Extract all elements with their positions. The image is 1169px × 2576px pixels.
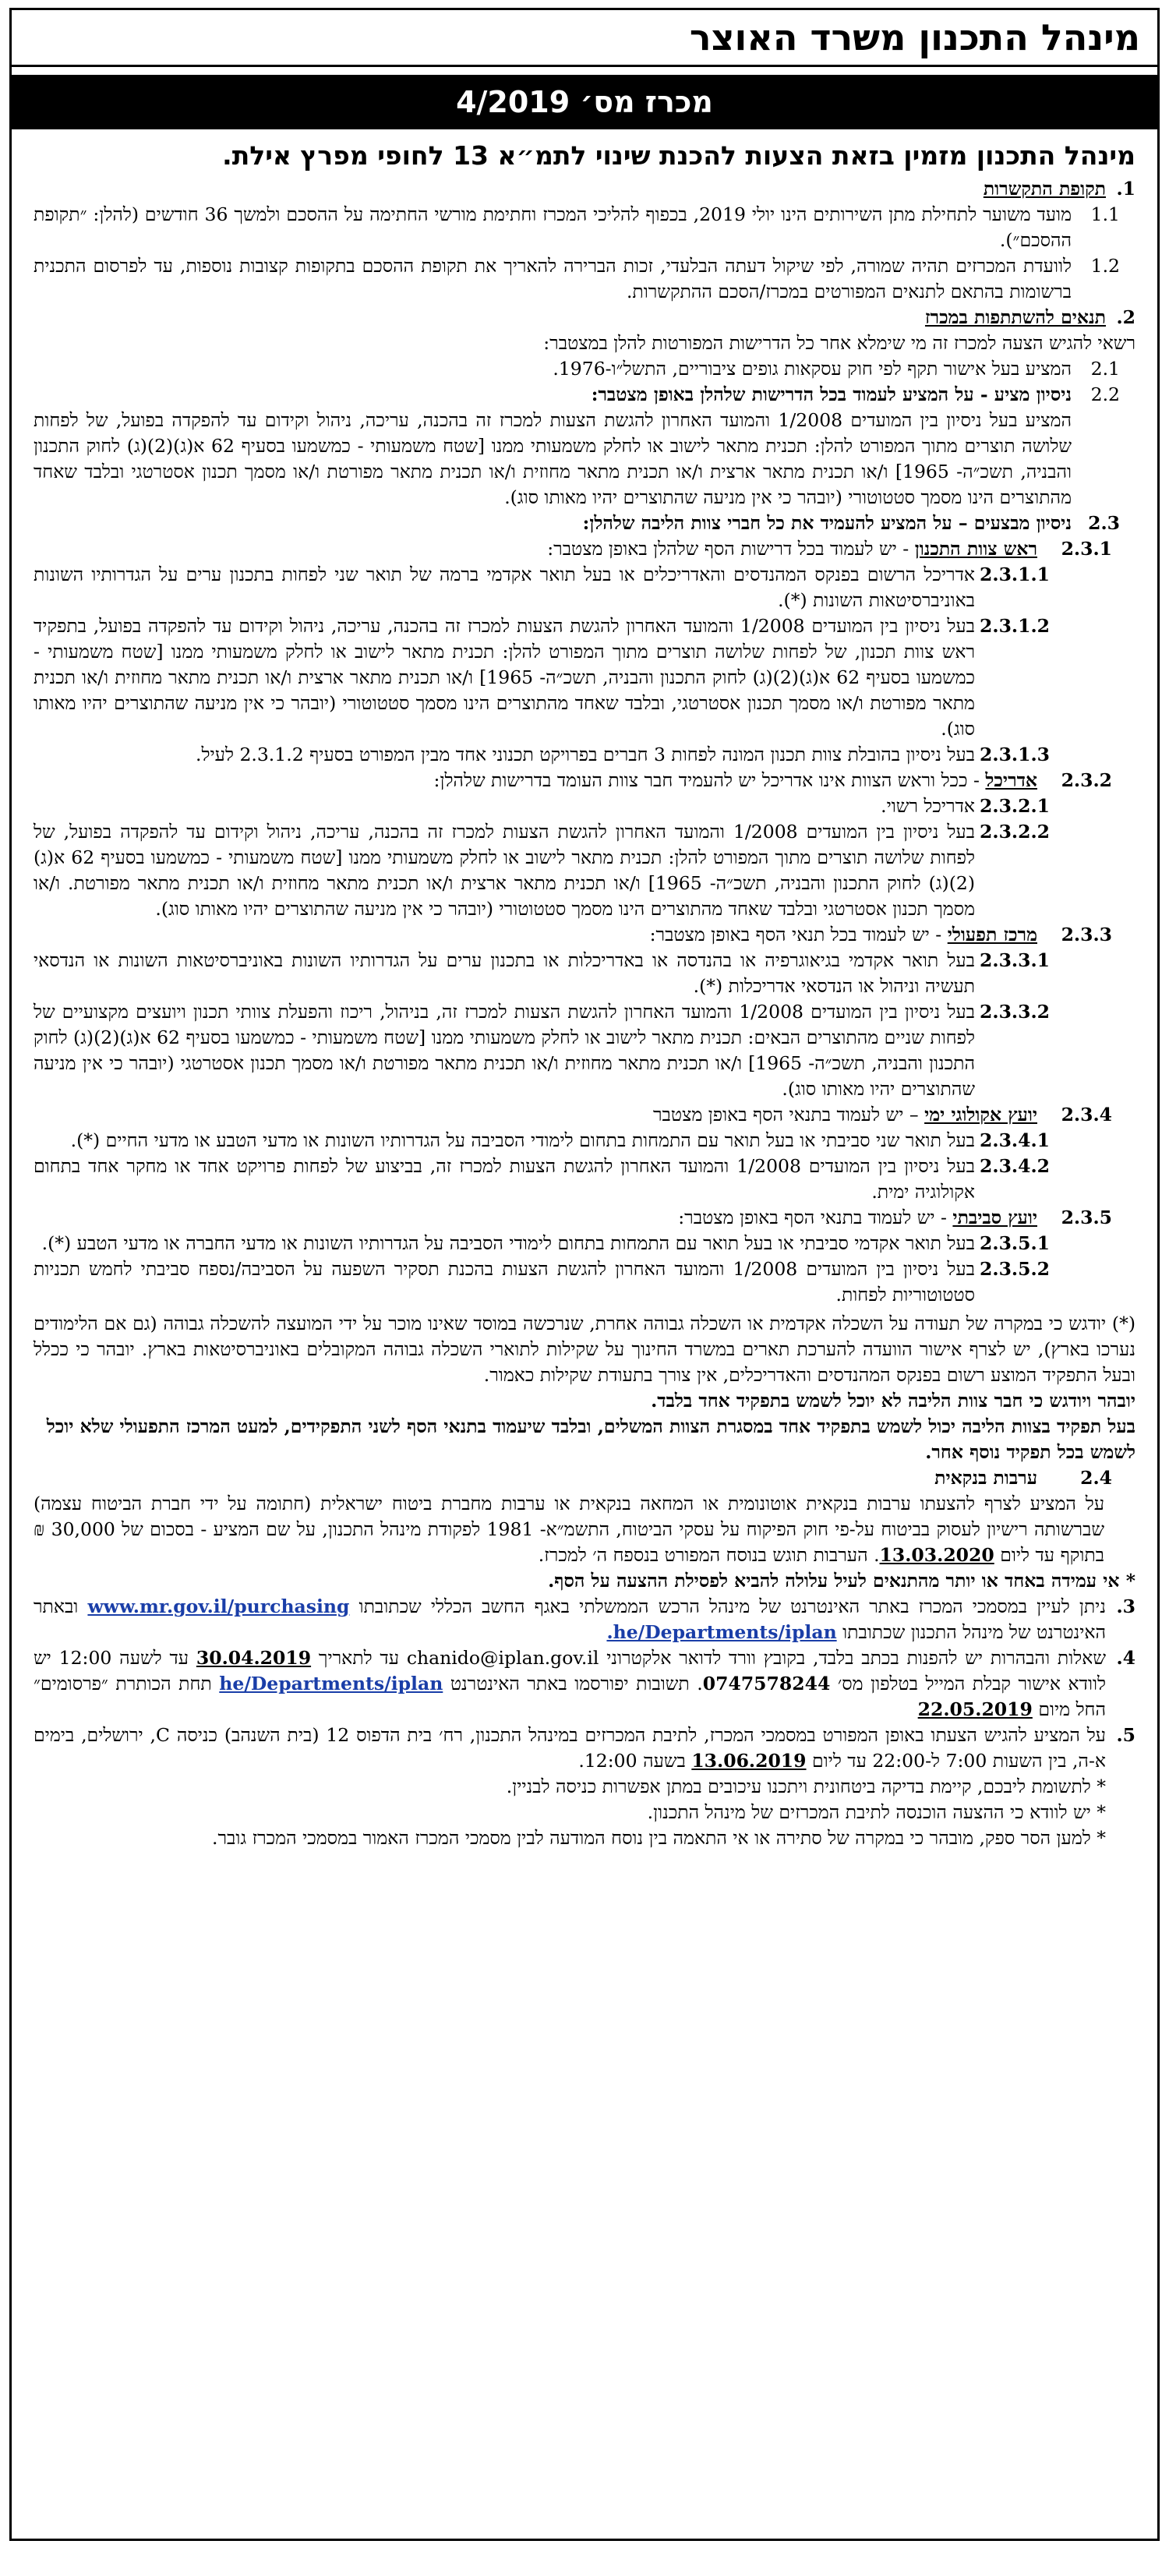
role-requirement: – יש לעמוד בתנאי הסף באופן מצטבר <box>653 1104 925 1125</box>
iplan-link[interactable]: .he/Departments/iplan <box>606 1621 837 1643</box>
clause-1-1 <box>34 202 1135 253</box>
tender-notice <box>9 8 1160 2541</box>
submission-deadline: 13.06.2019 <box>691 1750 807 1772</box>
contact-email[interactable]: chanido@iplan.gov.il <box>406 1647 599 1669</box>
clause-text: בעל ניסיון בין המועדים 1/2008 והמועד האחרון להגשת הצעות למכרז זה, בביצוע של לפחות פרויקט אחד או מחקר אחד בתחום אקולוגיה ימית. <box>34 1155 976 1203</box>
answers-link[interactable]: he/Departments/iplan <box>219 1673 443 1694</box>
clause-number: 2.3.1 <box>1061 538 1112 560</box>
clause-2-3-4-1 <box>34 1128 1135 1154</box>
clause-text: המציע בעל אישור תקף לפי חוק עסקאות גופים ציבוריים, התשל״ו-1976. <box>553 358 1072 380</box>
guarantee-text-a: על המציע לצרף להצעתו ערבות בנקאית אוטונומית או המחאה בנקאית או ערבות מחברת ביטוח ישראלית (חתומה על ידי חברת הביטוח עצמה) שברשותה רישיון לעסוק בביטוח על-פי חוק הפיקוח על עסקי הביטוח, התשמ״א- 1981 לפקודת מינהל התכנון, על שם המציע - בסכום של 30,000 ₪ בתוקף עד ליום <box>34 1493 1104 1566</box>
role-title: ראש צוות התכנון <box>914 538 1037 560</box>
clause-2-3-3-1 <box>34 948 1135 999</box>
core-team-note: יובהר ויודגש כי חבר צוות הליבה לא יוכל לשמש בתפקיד אחד בלבד. <box>651 1390 1135 1412</box>
section-number: 3. <box>1116 1595 1135 1617</box>
purchasing-link[interactable]: www.mr.gov.il/purchasing <box>87 1595 350 1617</box>
clause-2-3-1-1 <box>34 562 1135 613</box>
guarantee-text <box>34 1491 1135 1568</box>
section-4 <box>34 1645 1135 1723</box>
section-5-notes <box>34 1774 1135 1851</box>
clause-1-2 <box>34 253 1135 305</box>
clause-number: 2.3.5.2 <box>980 1258 1050 1280</box>
clause-2-3-5 <box>34 1205 1135 1231</box>
role-title: יועץ סביבתי <box>952 1207 1037 1228</box>
section-1-heading <box>34 176 1135 202</box>
section-number: 5. <box>1116 1724 1135 1746</box>
role-combination-note: בעל תפקיד בצוות הליבה יכול לשמש בתפקיד אחד במסגרת הצוות המשלים, ובלבד שיעמוד בתנאי הסף לשני התפקידים, למעט המרכז התפעולי שלא יוכל לשמש בכל תפקיד נוסף אחר. <box>46 1415 1135 1463</box>
role-requirement: - יש לעמוד בכל דרישות הסף שלהלן באופן מצטבר: <box>547 538 915 560</box>
tender-number-banner: מכרז מס׳ 4/2019 <box>12 75 1157 129</box>
section-title: תקופת התקשרות <box>983 178 1106 200</box>
clause-text: בעל ניסיון בין המועדים 1/2008 והמועד האחרון להגשת הצעות למכרז זה בהכנה, עריכה, ניהול וקידום עד להפקדה בפועל, של לפחות שלושה תוצרים מתוך המפורט להלן: תכנית מתאר לישוב או לחלק משמעותי ממנו [שטח משמעותי - כמשמעו בסעיף 62 א(ג)(2)(ג) לחוק התכנון והבניה, תשכ״ה- 1965] ו/או תכנית מתאר ארצית ו/או תכנית מתאר מחוזית ו/או תכנית מתאר מפורטת. ו/או מסמך תכנון אסטרטגי ובלבד שאחד מהתוצרים הינו מסמך סטטוטורי (יובהר כי אין מניעה שהתוצרים יהיו מאותו סוג). <box>34 821 975 920</box>
clause-number: 2.3.4.2 <box>980 1155 1050 1177</box>
section-number: 2. <box>1116 306 1135 328</box>
section-5-text-b: בשעה 12:00. <box>578 1750 692 1772</box>
clause-2-1 <box>34 356 1135 382</box>
clause-number: 2.3.4.1 <box>980 1129 1050 1151</box>
clause-number: 2.1 <box>1090 358 1120 380</box>
clause-number: 2.3 <box>1088 512 1120 534</box>
clause-number: 1.1 <box>1090 203 1120 225</box>
notice-body <box>12 129 1157 1851</box>
clause-number: 2.2 <box>1090 383 1120 405</box>
section-number: 1. <box>1116 178 1135 200</box>
clause-2-3-4 <box>34 1102 1135 1128</box>
guarantee-text-b: . הערבות תוגש בנוסח המפורט בנספח ה׳ למכרז. <box>538 1544 880 1566</box>
clause-2-3-1-2 <box>34 613 1135 742</box>
clause-number: 2.3.3.2 <box>980 1001 1050 1023</box>
clause-text: בעל תואר שני סביבתי או בעל תואר עם התמחות בתחום לימודי הסביבה על הגדרותיו השונות או מדעי הטבע או מדעי החיים (*). <box>70 1129 975 1151</box>
clause-2-3-2-2 <box>34 819 1135 922</box>
role-title: מרכז תפעולי <box>947 924 1037 945</box>
section-title: תנאים להשתתפות במכרז <box>924 306 1106 328</box>
clause-title: ערבות בנקאית <box>934 1467 1037 1489</box>
section-4-text-d: . תשובות יפורסמו באתר האינטרנט <box>443 1673 703 1694</box>
clause-text: אדריכל רשוי. <box>881 795 975 817</box>
section-4-text-b: עד לתאריך <box>311 1647 407 1669</box>
security-check-note: * לתשומת ליבכם, קיימת בדיקה ביטחונית ויתכנו עיכובים במתן אפשרות כניסה לבניין. <box>506 1776 1106 1797</box>
precedence-note: * למען הסר ספק, מובהר כי במקרה של סתירה או אי התאמה בין נוסח המודעה לבין מסמכי המכרז האמור במסמכי המכרז גובר. <box>212 1827 1106 1849</box>
role-requirement: - יש לעמוד בכל תנאי הסף באופן מצטבר: <box>649 924 948 945</box>
clause-text: בעל ניסיון בין המועדים 1/2008 והמועד האחרון להגשת הצעות למכרז זה בהכנה, עריכה, ניהול וקידום עד להפקדה בפועל, בתפקיד ראש צוות תכנון, של לפחות שלושה תוצרים מתוך המפורט להלן: תכנית מתאר לישוב או לחלק משמעותי ממנו [שטח משמעותי - כמשמעו בסעיף 62 א(ג)(2)(ג) לחוק התכנון והבניה, תשכ״ה- 1965] ו/או תכנית מתאר ארצית ו/או תכנית מתאר מחוזית ו/או תכנית מתאר מפורטת ו/או מסמך תכנון אסטרטגי, ובלבד שאחד מהתוצרים הינו מסמך סטטוטורי (יובהר כי אין מניעה שהתוצרים יהיו מאותו סוג). <box>34 615 975 740</box>
clause-text: בעל ניסיון בהובלת צוות תכנון המונה לפחות 3 חברים בפרויקט תכנוני אחד מבין המפורט בסעיף 2.3.1.2 לעיל. <box>196 744 975 765</box>
clause-text: בעל תואר אקדמי בגיאוגרפיה או בהנדסה או באדריכלות או בתכנון ערים על הגדרותיו השונות באוניברסיטאות השונות או הנדסאי תעשיה וניהול או הנדסאי אדריכלות (*). <box>34 949 975 997</box>
section-4-text-a: שאלות והבהרות יש להפנות בכתב בלבד, בקובץ וורד לדואר אלקטרוני <box>599 1647 1106 1669</box>
clause-number: 2.3.1.3 <box>980 744 1050 765</box>
clause-2-3-5-2 <box>34 1256 1135 1308</box>
contact-phone: 0747578244 <box>702 1673 831 1694</box>
clause-title: ניסיון מבצעים – על המציע להעמיד את כל חברי צוות הליבה שלהלן: <box>582 512 1072 534</box>
clause-2-3-1-3 <box>34 742 1135 768</box>
section-3 <box>34 1594 1135 1645</box>
section-3-text-b: ובאתר האינטרנט של מינהל התכנון שכתובתו <box>34 1595 1106 1643</box>
clause-number: 2.3.5 <box>1061 1207 1112 1228</box>
role-title: יועץ אקולוגי ימי <box>924 1104 1037 1125</box>
section-4-text-e: תחת הכותרת ״פרסומים״ החל מיום <box>34 1673 1106 1720</box>
section-4-text-c: עד לשעה 12:00 יש לוודא אישור קבלת המייל בטלפון מס׳ <box>34 1647 1106 1694</box>
section-5-text-a: על המציע להגיש הצעתו באופן המפורט במסמכי המכרז, לתיבת המכרזים במינהל התכנון, רח׳ בית הדפוס 12 (בית השנהב) כניסה C, ירושלים, בימים א-ה, בין השעות 7:00 ל-22:00 עד ליום <box>34 1724 1106 1772</box>
clause-text: בעל ניסיון בין המועדים 1/2008 והמועד האחרון להגשת הצעות בהכנת תסקיר השפעה על הסביבה/נספח סביבתי לחמש תכניות סטטוטוריות לפחות. <box>34 1258 976 1306</box>
clause-2-3-2-1 <box>34 793 1135 819</box>
clause-number: 2.3.5.1 <box>980 1232 1050 1254</box>
tender-box-note: * יש לוודא כי ההצעה הוכנסה לתיבת המכרזים של מינהל התכנון. <box>647 1801 1106 1823</box>
disqualification-warning: * אי עמידה באחד או יותר מהתנאים לעיל עלולה להביא לפסילת ההצעה על הסף. <box>548 1570 1135 1592</box>
role-requirement: - יש לעמוד בתנאי הסף באופן מצטבר: <box>678 1207 953 1228</box>
section-3-text-a: ניתן לעיין במסמכי המכרז באתר האינטרנט של מינהל הרכש הממשלתי באגף החשב הכללי שכתובתו <box>349 1595 1106 1617</box>
clause-2-3-5-1 <box>34 1231 1135 1256</box>
role-requirement: - ככל וראש הצוות אינו אדריכל יש להעמיד חבר צוות העומד בדרישות שלהלן: <box>433 769 986 791</box>
clause-number: 2.3.3 <box>1061 924 1112 945</box>
section-number: 4. <box>1116 1647 1135 1669</box>
clause-text: מועד משוער לתחילת מתן השירותים הינו יולי 2019, בכפוף להליכי המכרז וחתימת מורשי החתימה על ההסכם ולמשך 36 חודשים (להלן: ״תקופת ההסכם״). <box>34 203 1072 251</box>
headline: מינהל התכנון מזמין בזאת הצעות להכנת שינוי לתמ״א 13 לחופי מפרץ אילת. <box>222 140 1135 171</box>
clause-number: 2.3.3.1 <box>980 949 1050 971</box>
clause-number: 2.3.2.2 <box>980 821 1050 843</box>
section-2-heading <box>34 305 1135 330</box>
clause-2-3-1 <box>34 536 1135 562</box>
clause-2-3-3-2 <box>34 999 1135 1102</box>
clause-text: אדריכל הרשום בפנקס המהנדסים והאדריכלים או בעל תואר אקדמי ברמה של תואר שני לפחות בתכנון ערים על הגדרותיו השונות באוניברסיטאות השונות (*). <box>34 564 975 611</box>
clause-number: 2.3.1.2 <box>980 615 1050 637</box>
section-2-intro: רשאי להגיש הצעה למכרז זה מי שימלא אחר כל הדרישות המפורטות להלן במצטבר: <box>543 332 1135 354</box>
answers-publish-date: 22.05.2019 <box>917 1698 1033 1720</box>
clause-number: 2.3.4 <box>1061 1104 1112 1125</box>
clause-text: בעל תואר אקדמי סביבתי או בעל תואר עם התמחות בתחום לימודי הסביבה על הגדרותיו השונות או מדעי החברה או מדעי הטבע (*). <box>41 1232 975 1254</box>
clause-2-2 <box>34 382 1135 511</box>
page-title: מינהל התכנון משרד האוצר <box>12 10 1157 67</box>
clause-2-3-2 <box>34 768 1135 793</box>
clause-number: 1.2 <box>1090 255 1120 277</box>
clause-number: 2.4 <box>1080 1467 1112 1489</box>
clause-text: לוועדת המכרזים תהיה שמורה, לפי שיקול דעתה הבלעדי, זכות הברירה להאריך את תקופת ההסכם בתקופות קצובות נוספות, עד לפרסום התכנית ברשומות בהתאם לתנאים המפורטים במכרז/הסכם ההתקשרות. <box>34 255 1072 302</box>
clause-text: בעל ניסיון בין המועדים 1/2008 והמועד האחרון להגשת הצעות למכרז זה, בניהול, ריכוז והפעלת צוותי תכנון ויועצים מקצועיים של לפחות שניים מהתוצרים הבאים: תכנית מתאר לישוב או לחלק משמעותי ממנו [שטח משמעותי - כמשמעו בסעיף 62 א(ג)(2)(ג) לחוק התכנון והבניה, תשכ״ה- 1965] ו/או תכנית מתאר מחוזית ו/או תכנית מתאר מפורטת ו/או מסמך תכנון אסטרטגי (יובהר כי אין מניעה שהתוצרים יהיו מאותו סוג). <box>34 1001 976 1100</box>
clause-number: 2.3.2.1 <box>980 795 1050 817</box>
guarantee-expiry-date: 13.03.2020 <box>879 1544 994 1566</box>
clause-2-4 <box>34 1465 1135 1491</box>
clause-title: ניסיון מציע - על המציע לעמוד בכל הדרישות שלהלן באופן מצטבר: <box>591 383 1072 405</box>
section-5 <box>34 1723 1135 1774</box>
clause-2-3-3 <box>34 922 1135 948</box>
degree-footnote: (*) יודגש כי במקרה של תעודה על השכלה אקדמית או השכלה גבוהה אחרת, שנרכשה במוסד שאינו מוכר על ידי המועצה להשכלה גבוהה (גם אם הלימודים נערכו בארץ), יש לצרף אישור הוועדה להערכת תארים במשרד החינוך על שקילות לתוארי השכלה גבוהה המקובלים באוניברסיטאות בארץ. יובהר כי ככלל ובעל התפקיד המוצע רשום בפנקס המהנדסים והאדריכלים, אין צורך בתעודת שקילות כאמור. <box>34 1313 1136 1386</box>
role-title: אדריכל <box>985 769 1037 791</box>
clause-number: 2.3.1.1 <box>980 564 1050 585</box>
clause-text: המציע בעל ניסיון בין המועדים 1/2008 והמועד האחרון להגשת הצעות למכרז זה בהכנה, עריכה, ניהול וקידום עד להפקדה בפועל, של לפחות שלושה תוצרים מתוך המפורט להלן: תכנית מתאר לישוב או לחלק משמעותי ממנו [שטח משמעותי - כמשמעו בסעיף 62 א(ג)(2)(ג) לחוק התכנון והבניה, תשכ״ה- 1965] ו/או תכנית מתאר ארצית ו/או תכנית מתאר מחוזית ו/או תכנית מתאר מפורטת ו/או מסמך תכנון אסטרטגי ובלבד שאחד מהתוצרים הינו מסמך סטטוטורי (יובהר כי אין מניעה שהתוצרים יהיו מאותו סוג). <box>34 409 1072 508</box>
clause-2-3 <box>34 511 1135 536</box>
questions-deadline: 30.04.2019 <box>196 1647 312 1669</box>
clause-number: 2.3.2 <box>1061 769 1112 791</box>
clause-2-3-4-2 <box>34 1154 1135 1205</box>
